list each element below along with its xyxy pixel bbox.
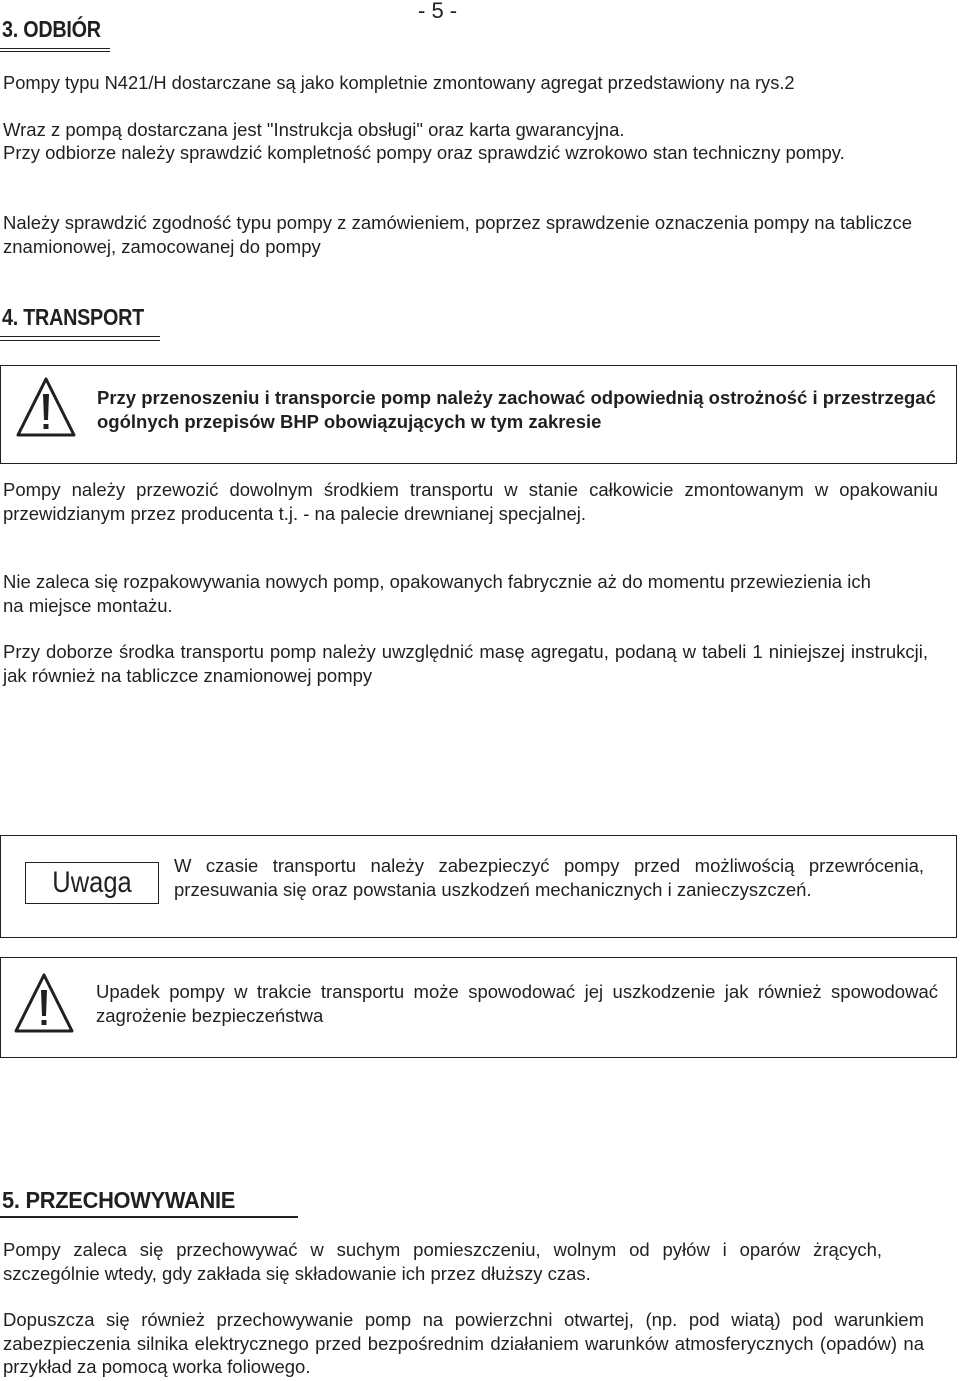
section-3-heading-underline bbox=[0, 48, 110, 49]
warning-box-2 bbox=[0, 957, 957, 1058]
warning-triangle-icon bbox=[15, 376, 77, 438]
uwaga-text: W czasie transportu należy zabezpieczyć pompy przed możliwością przewrócenia, przesuwania się oraz powstania uszkodzeń mechanicznych i zanieczyszczeń. bbox=[174, 855, 924, 900]
section-5-heading-underline bbox=[0, 1216, 298, 1218]
uwaga-label-frame bbox=[25, 862, 159, 904]
warning-1-text: Przy przenoszeniu i transporcie pomp należy zachować odpowiednią ostrożność i przestrzegać ogólnych przepisów BHP obowiązujących w tym zakresie bbox=[97, 387, 936, 432]
warning-box-1 bbox=[0, 365, 957, 464]
section-3-paragraph-3: Przy odbiorze należy sprawdzić kompletność pompy oraz sprawdzić wzrokowo stan techniczny pompy. bbox=[3, 142, 845, 163]
section-3-paragraph-4: Należy sprawdzić zgodność typu pompy z zamówieniem, poprzez sprawdzenie oznaczenia pompy na tabliczce znamionowej, zamocowanej do pompy bbox=[3, 212, 913, 257]
section-4-paragraph-3: Przy doborze środka transportu pomp należy uwzględnić masę agregatu, podaną w tabeli 1 niniejszej instrukcji, jak również na tabliczce znamionowej pompy bbox=[3, 641, 928, 686]
section-5-paragraph-2: Dopuszcza się również przechowywanie pomp na powierzchni otwartej, (np. pod wiatą) pod warunkiem zabezpieczenia silnika elektrycznego przed bezpośrednim działaniem warunków atmosferycznych (opadów) na przykład za pomocą worka foliowego. bbox=[3, 1309, 924, 1377]
section-5-heading: 5. PRZECHOWYWANIE bbox=[2, 1187, 236, 1213]
warning-triangle-icon bbox=[13, 972, 75, 1034]
section-5-paragraph-1: Pompy zaleca się przechowywać w suchym pomieszczeniu, wolnym od pyłów i oparów żrących, szczególnie wtedy, gdy zakłada się składowanie ich przez dłuższy czas. bbox=[3, 1239, 882, 1284]
section-3-heading: 3. ODBIÓR bbox=[2, 16, 101, 42]
section-3-heading-underline-2 bbox=[0, 51, 110, 52]
uwaga-label: Uwaga bbox=[52, 866, 132, 899]
section-4-paragraph-1: Pompy należy przewozić dowolnym środkiem transportu w stanie całkowicie zmontowanym w opakowaniu przewidzianym przez producenta t.j. - na palecie drewnianej specjalnej. bbox=[3, 479, 938, 524]
uwaga-box bbox=[0, 835, 957, 938]
warning-2-text: Upadek pompy w trakcie transportu może spowodować jej uszkodzenie jak również spowodować zagrożenie bezpieczeństwa bbox=[96, 981, 938, 1026]
section-4-paragraph-2: Nie zaleca się rozpakowywania nowych pomp, opakowanych fabrycznie aż do momentu przewiezienia ich na miejsce montażu. bbox=[3, 571, 871, 616]
page-number: - 5 - bbox=[418, 0, 458, 23]
section-3-paragraph-2: Wraz z pompą dostarczana jest "Instrukcja obsługi" oraz karta gwarancyjna. bbox=[3, 119, 625, 140]
section-4-heading: 4. TRANSPORT bbox=[2, 304, 144, 330]
section-4-heading-underline bbox=[0, 336, 160, 337]
section-3-paragraph-1: Pompy typu N421/H dostarczane są jako kompletnie zmontowany agregat przedstawiony na rys.2 bbox=[3, 72, 795, 93]
section-4-heading-underline-2 bbox=[0, 340, 160, 341]
